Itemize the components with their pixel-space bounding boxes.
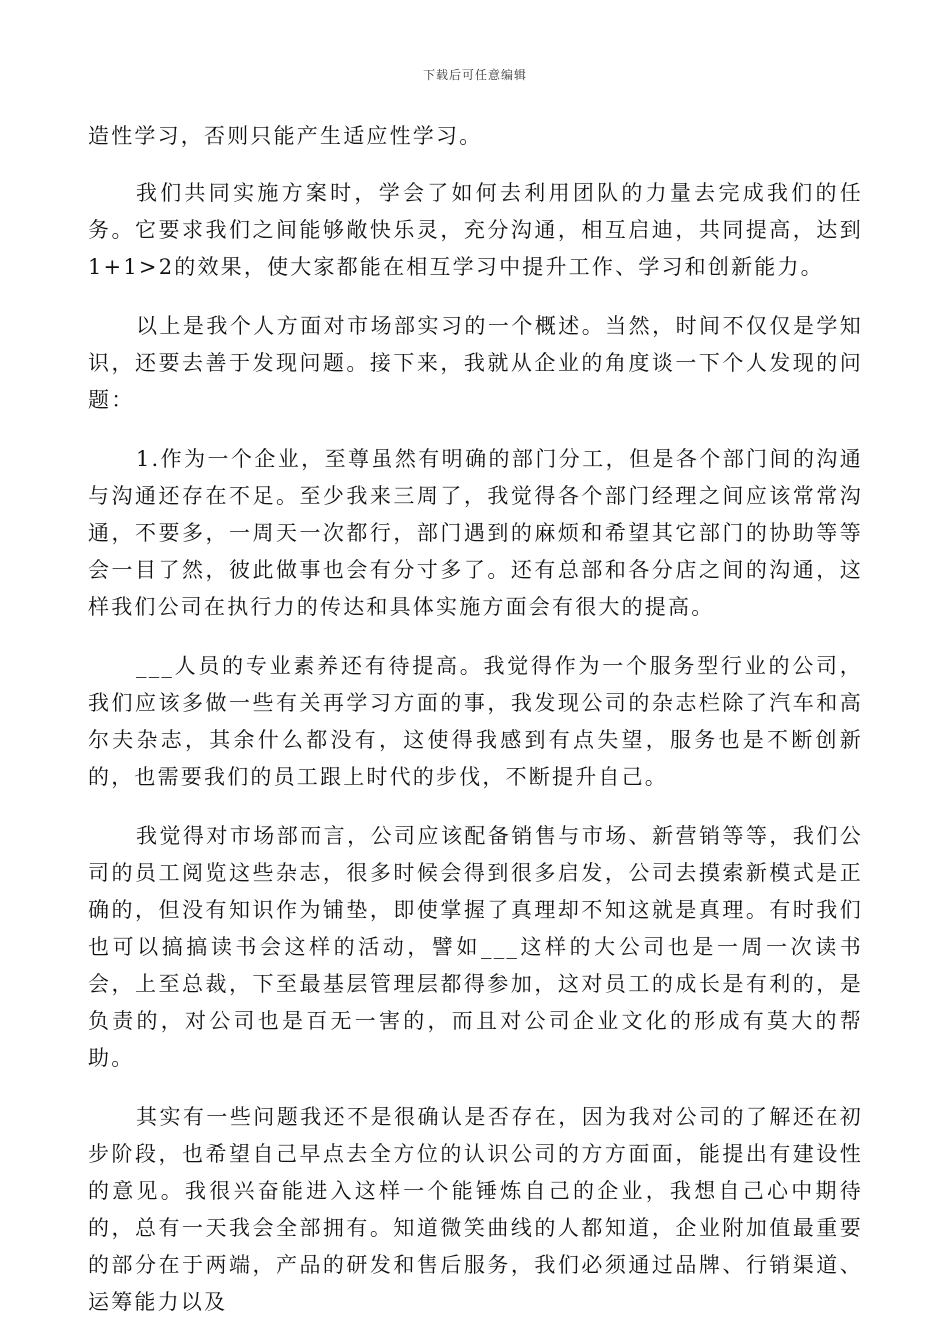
paragraph-overview: 以上是我个人方面对市场部实习的一个概述。当然，时间不仅仅是学知识，还要去善于发现问题。接下来，我就从企业的角度谈一下个人发现的问题： [88,314,863,412]
document-body [88,118,863,1343]
paragraph-issue-staff-quality: ___人员的专业素养还有待提高。我觉得作为一个服务型行业的公司，我们应该多做一些有关再学习方面的事，我发现公司的杂志栏除了汽车和高尔夫杂志，其余什么都没有，这使得我感到有点失望，服务也是不断创新的，也需要我们的员工跟上时代的步伐，不断提升自己。 [88,654,863,789]
paragraph-closing-thoughts: 其实有一些问题我还不是很确认是否存在，因为我对公司的了解还在初步阶段，也希望自己早点去全方位的认识公司的方方面面，能提出有建设性的意见。我很兴奋能进入这样一个能锤炼自己的企业，我想自己心中期待的，总有一天我会全部拥有。知道微笑曲线的人都知道，企业附加值最重要的部分在于两端，产品的研发和售后服务，我们必须通过品牌、行销渠道、运筹能力以及 [88,1105,863,1314]
paragraph-teamwork: 我们共同实施方案时，学会了如何去利用团队的力量去完成我们的任务。它要求我们之间能够敞快乐灵，充分沟通，相互启迪，共同提高，达到1+1>2的效果，使大家都能在相互学习中提升工作、学习和创新能力。 [88,181,863,279]
paragraph-reading-materials: 我觉得对市场部而言，公司应该配备销售与市场、新营销等等，我们公司的员工阅览这些杂志，很多时候会得到很多启发，公司去摸索新模式是正确的，但没有知识作为铺垫，即使掌握了真理却不知这就是真理。有时我们也可以搞搞读书会这样的活动，譬如___这样的大公司也是一周一次读书会，上至总裁，下至最基层管理层都得参加，这对员工的成长是有利的，是负责的，对公司也是百无一害的，而且对公司企业文化的形成有莫大的帮助。 [88,824,863,1070]
header-note: 下载后可任意编辑 [422,68,527,82]
paragraph-continuation: 造性学习，否则只能产生适应性学习。 [88,124,483,148]
paragraph-issue-communication: 1.作为一个企业，至尊虽然有明确的部门分工，但是各个部门间的沟通与沟通还存在不足。至少我来三周了，我觉得各个部门经理之间应该常常沟通，不要多，一周天一次都行，部门遇到的麻烦和希望其它部门的协助等等会一目了然，彼此做事也会有分寸多了。还有总部和各分店之间的沟通，这样我们公司在执行力的传达和具体实施方面会有很大的提高。 [88,447,863,619]
